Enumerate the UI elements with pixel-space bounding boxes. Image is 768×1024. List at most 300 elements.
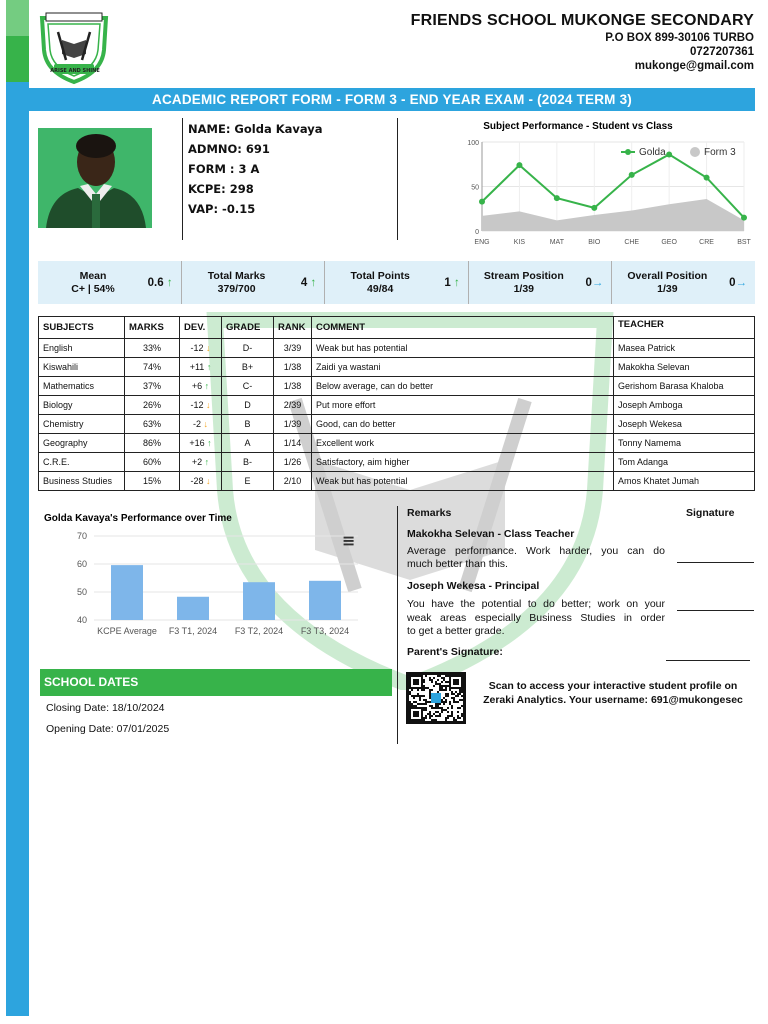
qr-module (437, 691, 439, 693)
qr-module (435, 707, 437, 709)
divider (397, 506, 398, 744)
qr-module (429, 711, 431, 713)
x-tick-label: F3 T2, 2024 (234, 626, 284, 636)
qr-module (417, 689, 419, 691)
qr-module (429, 695, 431, 697)
cell-marks: 33% (125, 339, 180, 358)
qr-module (427, 701, 429, 703)
qr-module (421, 689, 423, 691)
qr-module (423, 717, 425, 719)
qr-module (461, 699, 463, 701)
cell-marks: 60% (125, 453, 180, 472)
school-header (411, 12, 754, 72)
cell-rank: 1/38 (274, 377, 312, 396)
qr-module (409, 703, 411, 705)
side-stripe-blue (6, 82, 29, 1016)
qr-module (451, 715, 453, 717)
cell-marks: 37% (125, 377, 180, 396)
qr-module (447, 695, 449, 697)
cell-subject: Geography (39, 434, 125, 453)
student-photo (38, 128, 152, 228)
dev-value: +2 (191, 457, 203, 467)
col-subjects: SUBJECTS (39, 317, 125, 339)
qr-module (445, 675, 447, 677)
qr-module (413, 695, 415, 697)
cell-teacher: Tonny Namema (614, 434, 755, 453)
qr-module (421, 695, 423, 697)
qr-module (457, 711, 459, 713)
stat-value: 1/39 (513, 283, 534, 295)
chart-menu-icon[interactable]: ≡ (342, 531, 356, 550)
qr-module (455, 695, 457, 697)
qr-module (461, 689, 463, 691)
qr-module (459, 717, 461, 719)
qr-module (449, 715, 451, 717)
qr-module (453, 693, 455, 695)
qr-module (423, 689, 425, 691)
school-dates-header: SCHOOL DATES (40, 669, 392, 696)
qr-module (413, 697, 415, 699)
cell-subject: Mathematics (39, 377, 125, 396)
cell-teacher: Amos Khatet Jumah (614, 472, 755, 491)
cell-subject: Business Studies (39, 472, 125, 491)
bar (243, 582, 275, 620)
qr-module (457, 695, 459, 697)
stat-label: Total Points (350, 270, 410, 282)
cell-teacher: Makokha Selevan (614, 358, 755, 377)
table-row (39, 472, 755, 491)
col-teacher: TEACHER (614, 317, 755, 339)
qr-module (423, 709, 425, 711)
qr-module (459, 691, 461, 693)
cell-comment: Weak but has potential (312, 472, 614, 491)
table-row (39, 377, 755, 396)
qr-module (423, 695, 425, 697)
qr-module (423, 707, 425, 709)
teacher-signature-line (677, 562, 754, 563)
qr-code[interactable] (406, 672, 466, 724)
bar (177, 597, 209, 620)
school-logo (36, 10, 112, 86)
qr-module (433, 707, 435, 709)
qr-module (423, 685, 425, 687)
qr-module (429, 679, 431, 681)
qr-module (429, 701, 431, 703)
stat-delta: 1 ↑ (444, 277, 460, 289)
qr-module (439, 685, 441, 687)
dev-value: +11 (189, 362, 205, 372)
qr-finder (413, 711, 419, 717)
qr-module (431, 705, 433, 707)
qr-module (461, 705, 463, 707)
qr-module (435, 719, 437, 721)
col-dev: DEV. (180, 317, 222, 339)
legend-label-form-3: Form 3 (704, 147, 736, 158)
dev-arrow-icon: ↓ (206, 476, 211, 486)
parent-signature-line (666, 660, 750, 661)
cell-comment: Satisfactory, aim higher (312, 453, 614, 472)
qr-module (427, 713, 429, 715)
scan-instructions: Scan to access your interactive student profile on Zeraki Analytics. Your username: 691@mukongesec (483, 680, 743, 706)
qr-module (431, 707, 433, 709)
qr-module (445, 717, 447, 719)
cell-grade: D- (222, 339, 274, 358)
qr-module (419, 697, 421, 699)
col-grade: GRADE (222, 317, 274, 339)
performance-over-time-chart (38, 508, 368, 648)
cell-teacher: Tom Adanga (614, 453, 755, 472)
qr-module (461, 695, 463, 697)
divider (397, 118, 398, 240)
qr-module (441, 707, 443, 709)
qr-module (441, 701, 443, 703)
qr-center-logo (431, 693, 441, 703)
data-point-golda (516, 162, 522, 168)
x-tick-label: BST (737, 239, 751, 246)
qr-module (419, 703, 421, 705)
qr-module (429, 713, 431, 715)
qr-module (409, 705, 411, 707)
qr-module (441, 681, 443, 683)
qr-module (447, 693, 449, 695)
qr-module (443, 709, 445, 711)
table-row (39, 358, 755, 377)
qr-module (433, 713, 435, 715)
principal-name: Joseph Wekesa - Principal (407, 580, 540, 592)
qr-module (417, 695, 419, 697)
side-stripe-top (6, 0, 29, 36)
qr-module (425, 699, 427, 701)
qr-module (427, 687, 429, 689)
qr-module (459, 699, 461, 701)
qr-module (447, 707, 449, 709)
cell-grade: D (222, 396, 274, 415)
qr-module (411, 705, 413, 707)
qr-module (453, 697, 455, 699)
qr-module (433, 677, 435, 679)
qr-module (441, 685, 443, 687)
qr-module (457, 693, 459, 695)
x-tick-label: KCPE Average (97, 626, 157, 636)
qr-module (451, 711, 453, 713)
cell-rank: 1/38 (274, 358, 312, 377)
qr-module (431, 715, 433, 717)
data-point-golda (479, 199, 485, 205)
qr-module (425, 717, 427, 719)
qr-module (451, 705, 453, 707)
stat-label: Stream Position (483, 270, 564, 282)
qr-module (409, 701, 411, 703)
table-header-row (39, 317, 755, 339)
qr-module (443, 703, 445, 705)
qr-module (423, 687, 425, 689)
qr-module (431, 679, 433, 681)
qr-module (423, 699, 425, 701)
qr-module (429, 693, 431, 695)
qr-module (443, 697, 445, 699)
qr-module (441, 689, 443, 691)
qr-module (441, 687, 443, 689)
stat-label: Mean (79, 270, 107, 282)
qr-module (439, 707, 441, 709)
cell-dev (180, 434, 222, 453)
data-point-golda (741, 215, 747, 221)
cell-subject: Kiswahili (39, 358, 125, 377)
qr-module (445, 709, 447, 711)
qr-module (447, 675, 449, 677)
qr-module (411, 703, 413, 705)
qr-module (439, 713, 441, 715)
qr-module (435, 705, 437, 707)
chart-title: Golda Kavaya's Performance over Time (44, 513, 232, 524)
qr-module (449, 689, 451, 691)
dev-arrow-icon: ↓ (203, 419, 209, 429)
qr-module (451, 693, 453, 695)
qr-module (461, 691, 463, 693)
divider (182, 118, 183, 240)
qr-module (431, 689, 433, 691)
qr-module (451, 697, 453, 699)
x-tick-label: F3 T1, 2024 (168, 626, 218, 636)
closing-date: Closing Date: 18/10/2024 (46, 702, 165, 714)
qr-finder (453, 679, 459, 685)
y-tick-label: 0 (475, 229, 479, 236)
cell-teacher: Joseph Wekesa (614, 415, 755, 434)
stat-delta: 0.6 ↑ (147, 277, 173, 289)
qr-module (445, 719, 447, 721)
table-row (39, 434, 755, 453)
stat-label: Overall Position (627, 270, 708, 282)
qr-module (431, 681, 433, 683)
principal-signature-line (677, 610, 754, 611)
qr-module (443, 679, 445, 681)
qr-module (409, 693, 411, 695)
qr-module (445, 701, 447, 703)
qr-module (459, 689, 461, 691)
cell-rank: 2/10 (274, 472, 312, 491)
cell-teacher: Gerishom Barasa Khaloba (614, 377, 755, 396)
data-point-golda (704, 175, 710, 181)
school-email[interactable]: mukonge@gmail.com (634, 60, 754, 72)
arrow-up-icon: ↑ (454, 277, 460, 289)
qr-module (415, 705, 417, 707)
dev-arrow-icon: ↓ (206, 343, 211, 353)
legend-marker-golda (625, 149, 631, 155)
qr-module (439, 683, 441, 685)
qr-module (439, 703, 441, 705)
qr-module (449, 701, 451, 703)
qr-module (429, 689, 431, 691)
cell-rank: 3/39 (274, 339, 312, 358)
qr-module (443, 685, 445, 687)
qr-module (419, 695, 421, 697)
cell-rank: 1/39 (274, 415, 312, 434)
qr-module (441, 677, 443, 679)
table-row (39, 339, 755, 358)
data-point-golda (666, 151, 672, 157)
qr-finder (413, 679, 419, 685)
remarks-title: Remarks (407, 507, 452, 519)
x-tick-label: MAT (549, 239, 564, 246)
series-area-form-3 (482, 199, 744, 231)
qr-module (437, 703, 439, 705)
qr-module (429, 715, 431, 717)
qr-module (413, 701, 415, 703)
dev-value: -28 (190, 476, 204, 486)
dev-arrow-icon: ↑ (204, 381, 210, 391)
qr-module (453, 699, 455, 701)
cell-marks: 86% (125, 434, 180, 453)
cell-teacher: Masea Patrick (614, 339, 755, 358)
stat-value: 379/700 (217, 283, 256, 295)
cell-marks: 63% (125, 415, 180, 434)
qr-module (441, 699, 443, 701)
qr-module (419, 699, 421, 701)
x-tick-label: CHE (624, 239, 640, 246)
qr-module (425, 709, 427, 711)
cell-rank: 2/39 (274, 396, 312, 415)
cell-grade: A (222, 434, 274, 453)
subject-performance-chart (428, 116, 758, 256)
stat-delta: 4 ↑ (300, 277, 317, 289)
cell-comment: Zaidi ya wastani (312, 358, 614, 377)
qr-module (445, 687, 447, 689)
qr-module (409, 691, 411, 693)
school-name: FRIENDS SCHOOL MUKONGE SECONDARY (410, 12, 754, 29)
student-name: NAME: Golda Kavaya (188, 122, 323, 136)
cell-marks: 15% (125, 472, 180, 491)
qr-module (445, 693, 447, 695)
class-teacher-name: Makokha Selevan - Class Teacher (407, 528, 575, 540)
cell-comment: Below average, can do better (312, 377, 614, 396)
qr-module (423, 719, 425, 721)
student-form: FORM : 3 A (188, 162, 260, 176)
qr-module (453, 719, 455, 721)
cell-comment: Weak but has potential (312, 339, 614, 358)
y-tick-label: 60 (76, 559, 87, 569)
qr-module (457, 707, 459, 709)
cell-dev (180, 453, 222, 472)
data-point-golda (554, 195, 560, 201)
stat-label: Total Marks (207, 270, 266, 282)
qr-module (433, 719, 435, 721)
x-tick-label: BIO (588, 239, 601, 246)
qr-module (447, 715, 449, 717)
qr-module (445, 681, 447, 683)
arrow-up-icon: ↑ (166, 277, 173, 289)
qr-module (425, 715, 427, 717)
qr-module (441, 711, 443, 713)
y-tick-label: 40 (76, 615, 87, 625)
qr-module (437, 675, 439, 677)
cell-dev (180, 377, 222, 396)
data-point-golda (629, 172, 635, 178)
dev-value: -12 (190, 343, 204, 353)
table-row (39, 415, 755, 434)
principal-remark: You have the potential to do better; work on your weak areas especially Business Studies in order to get a better grade. (407, 598, 665, 637)
col-marks: MARKS (125, 317, 180, 339)
qr-module (459, 693, 461, 695)
y-tick-label: 70 (76, 531, 87, 541)
qr-module (447, 681, 449, 683)
qr-module (431, 719, 433, 721)
qr-module (443, 689, 445, 691)
cell-comment: Put more effort (312, 396, 614, 415)
bar (309, 581, 341, 620)
stat-mean (38, 261, 182, 304)
qr-module (437, 711, 439, 713)
class-teacher-remark: Average performance. Work harder, you can do much better than this. (407, 545, 665, 570)
x-tick-label: GEO (661, 239, 677, 246)
qr-module (457, 717, 459, 719)
stat-value: C+ | 54% (71, 283, 115, 295)
cell-grade: B- (222, 453, 274, 472)
signature-title: Signature (686, 507, 735, 519)
qr-module (411, 689, 413, 691)
qr-module (447, 717, 449, 719)
qr-module (417, 703, 419, 705)
col-rank: RANK (274, 317, 312, 339)
x-tick-label: F3 T3, 2024 (300, 626, 350, 636)
x-tick-label: ENG (474, 239, 490, 246)
qr-module (413, 705, 415, 707)
qr-module (453, 701, 455, 703)
qr-module (445, 685, 447, 687)
qr-module (425, 687, 427, 689)
table-row (39, 396, 755, 415)
qr-module (451, 713, 453, 715)
qr-module (423, 679, 425, 681)
table-row (39, 453, 755, 472)
parent-signature-label: Parent's Signature: (407, 646, 503, 658)
qr-module (435, 681, 437, 683)
student-kcpe: KCPE: 298 (188, 182, 254, 196)
stat-delta: 0→ (729, 277, 747, 289)
qr-module (435, 711, 437, 713)
qr-module (459, 707, 461, 709)
bar (111, 565, 143, 620)
cell-marks: 26% (125, 396, 180, 415)
dev-value: -12 (190, 400, 204, 410)
legend-label-golda: Golda (639, 147, 666, 158)
qr-module (425, 675, 427, 677)
qr-module (461, 715, 463, 717)
stat-value: 49/84 (367, 283, 394, 295)
dev-value: -2 (192, 419, 201, 429)
logo-motto: ARISE AND SHINE (50, 68, 100, 74)
qr-module (429, 717, 431, 719)
qr-module (437, 679, 439, 681)
qr-module (425, 703, 427, 705)
qr-module (433, 685, 435, 687)
cell-rank: 1/26 (274, 453, 312, 472)
qr-module (445, 695, 447, 697)
chart-title: Subject Performance - Student vs Class (483, 121, 673, 132)
qr-module (429, 705, 431, 707)
cell-marks: 74% (125, 358, 180, 377)
qr-module (423, 703, 425, 705)
qr-module (449, 703, 451, 705)
student-admno: ADMNO: 691 (188, 142, 270, 156)
qr-module (429, 697, 431, 699)
qr-module (457, 715, 459, 717)
qr-module (415, 695, 417, 697)
cell-dev (180, 358, 222, 377)
qr-module (423, 681, 425, 683)
school-phone: 0727207361 (690, 46, 754, 58)
student-info (188, 122, 323, 222)
qr-module (457, 701, 459, 703)
